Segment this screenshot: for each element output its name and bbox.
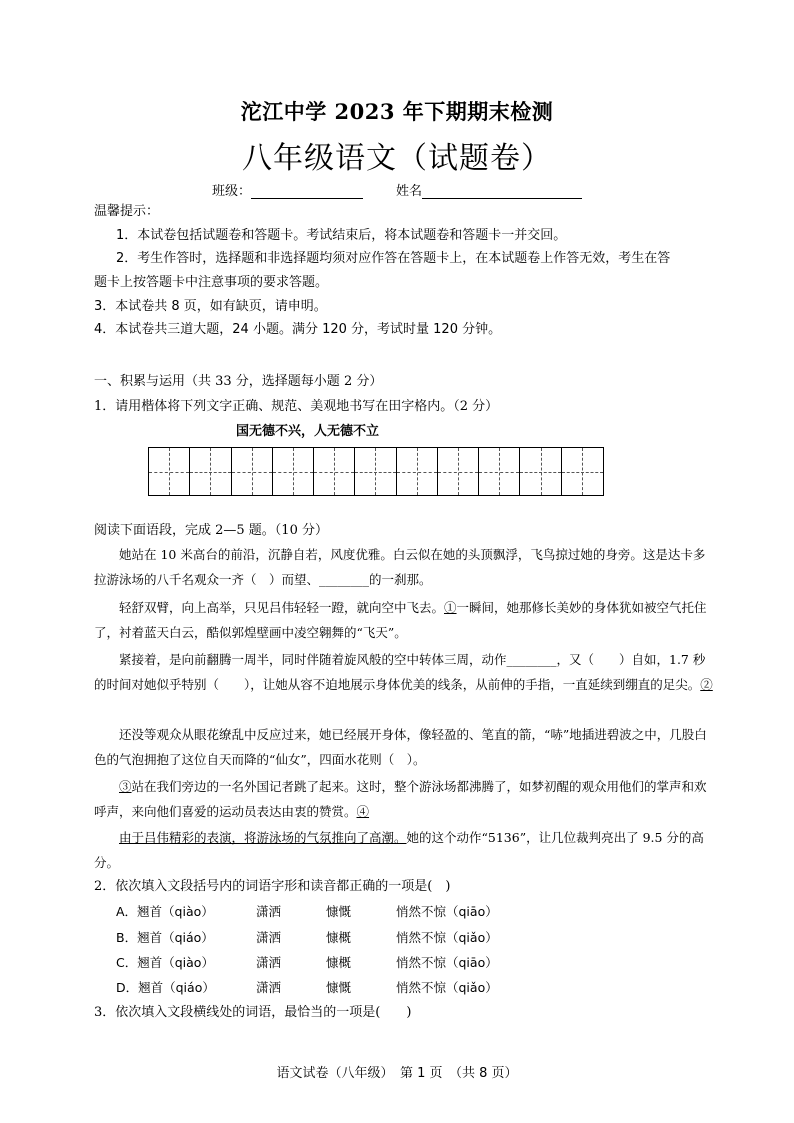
marker-4: ④ [356,804,370,819]
question-2: 2．依次填入文段括号内的词语字形和读音都正确的一项是( ) [94,879,451,894]
passage-paragraph [94,774,714,824]
option-text: C．翘首（qiào） [116,955,214,970]
passage-paragraph: 她站在 10 米高台的前沿，沉静自若，风度优雅。白云似在她的头顶飘浮，飞鸟掠过她的身旁。这是达卡多拉游泳场的八千名观众一齐（ ）而望、________的一刹那。 [94,547,706,587]
class-label: 班级： [212,184,252,199]
option-text: 潇洒 [256,904,282,919]
copy-text: 国无德不兴，人无德不立 [236,424,380,439]
grid-cell[interactable] [149,448,190,495]
passage-text: 她的这个动作“5136”，让几位裁判亮出了 9.5 分的高分。 [94,830,704,870]
grid-cell[interactable] [355,448,396,495]
option-text: B．翘首（qiáo） [116,930,214,945]
exam-title: 沱江中学 2023 年下期期末检测 [240,99,554,124]
grid-cell[interactable] [520,448,561,495]
grid-cell[interactable] [273,448,314,495]
exam-subtitle: 八年级语文（试题卷） [242,141,552,176]
class-field[interactable] [212,180,363,199]
option-c[interactable] [116,955,498,971]
option-text: 悄然不惊（qiāo） [396,955,498,970]
grid-cell[interactable] [397,448,438,495]
tip-item: 题卡上按答题卡中注意事项的要求答题。 [94,275,329,290]
marker-2: ② [700,677,713,692]
option-d[interactable] [116,980,498,996]
option-text: 慷慨 [326,980,352,995]
grid-cell[interactable] [232,448,273,495]
tip-item: 3．本试卷共 8 页，如有缺页，请申明。 [94,299,327,314]
option-text: 慷概 [326,955,352,970]
option-text: 悄然不惊（qiǎo） [396,930,498,945]
option-text: 潇洒 [256,955,282,970]
option-text: 悄然不惊（qiǎo） [396,980,498,995]
passage-text: 一瞬间，她那修长美妙的身体犹如被空气托住了，衬着蓝天白云，酷似郭煌壁画中凌空翱舞的“飞天”。 [94,600,707,640]
name-blank[interactable] [422,184,582,199]
marker-3: ③ [119,779,132,794]
name-field[interactable] [396,180,582,199]
name-label: 姓名 [396,184,423,199]
tianzige-grid[interactable] [148,447,604,496]
passage-text: 紧接着，是向前翻腾一周半，同时伴随着旋风般的空中转体三周，动作________，又（ ）自如，1.7 秒的时间对她似乎特别（ ），让她从容不迫地展示身体优美的线条，从前伸的手指，一直延续到绷直的足尖。 [94,652,706,692]
option-text: 潇洒 [256,980,282,995]
option-b[interactable] [116,930,498,946]
option-text: 潇洒 [256,930,282,945]
page-footer: 语文试卷（八年级） 第 1 页 （共 8 页） [276,1066,518,1081]
option-text: 慷慨 [326,904,352,919]
question-3: 3．依次填入文段横线处的词语，最恰当的一项是( ) [94,1005,412,1020]
class-blank[interactable] [251,184,363,199]
tip-item: 4．本试卷共三道大题，24 小题。满分 120 分，考试时量 120 分钟。 [94,322,502,337]
reading-intro: 阅读下面语段，完成 2—5 题。（10 分） [94,523,328,538]
option-a[interactable] [116,904,498,920]
passage-text: 站在我们旁边的一名外国记者跳了起来。这时，整个游泳场都沸腾了，如梦初醒的观众用他们的掌声和欢呼声，来向他们喜爱的运动员表达由衷的赞赏。 [94,779,707,819]
option-text: 慷概 [326,930,352,945]
option-text: A．翘首（qiào） [116,904,214,919]
passage-paragraph [94,825,714,875]
tips-heading: 温馨提示： [94,204,160,219]
passage-paragraph [94,595,714,645]
grid-cell[interactable] [190,448,231,495]
passage-paragraph: 还没等观众从眼花缭乱中反应过来，她已经展开身体，像轻盈的、笔直的箭，“哧”地插进碧波之中，几股白色的气泡拥抱了这位自天而降的“仙女”，四面水花则（ ）。 [94,727,707,767]
question-1: 1．请用楷体将下列文字正确、规范、美观地书写在田字格内。（2 分） [94,399,499,414]
grid-cell[interactable] [479,448,520,495]
option-text: D．翘首（qiáo） [116,980,215,995]
marker-1: ① [444,600,457,615]
passage-paragraph [94,647,714,697]
section-heading: 一、积累与运用（共 33 分，选择题每小题 2 分） [94,374,383,389]
tip-item: 2．考生作答时，选择题和非选择题均须对应作答在答题卡上，在本试题卷上作答无效，考生在答 [116,251,671,266]
option-text: 悄然不惊（qiāo） [396,904,498,919]
grid-cell[interactable] [562,448,603,495]
passage-text: 轻舒双臂，向上高举，只见吕伟轻轻一蹬，就向空中飞去。 [119,600,445,615]
grid-cell[interactable] [438,448,479,495]
underlined-sentence: 由于吕伟精彩的表演，将游泳场的气氛推向了高潮。 [119,830,407,845]
tip-item: 1．本试卷包括试题卷和答题卡。考试结束后，将本试题卷和答题卡一并交回。 [116,228,567,243]
grid-cell[interactable] [314,448,355,495]
